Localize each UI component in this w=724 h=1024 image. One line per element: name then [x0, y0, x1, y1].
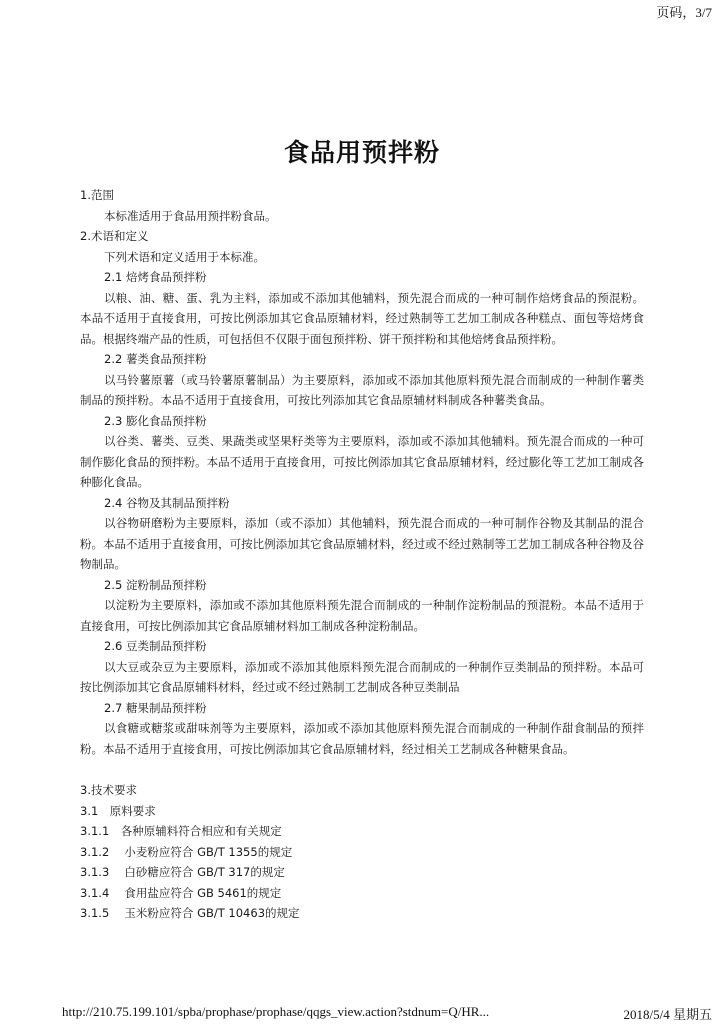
requirement-item-3-1-4: 3.1.4 食用盐应符合 GB 5461的规定	[80, 885, 282, 900]
term-heading-2-1: 2.1 焙烤食品预拌粉	[104, 270, 207, 284]
requirement-item-3-1-2: 3.1.2 小麦粉应符合 GB/T 1355的规定	[80, 844, 293, 859]
section-heading-scope: 1.范围	[80, 188, 114, 202]
term-heading-2-6: 2.6 豆类制品预拌粉	[104, 639, 207, 653]
requirement-item-3-1-3: 3.1.3 白砂糖应符合 GB/T 317的规定	[80, 865, 285, 879]
term-text-2-5: 以淀粉为主要原料，添加或不添加其他原料预先混合而制成的一种制作淀粉制品的预混粉。本品不适用于直接食用，可按比例添加其它食品原辅材料加工制成各种淀粉制品。	[80, 598, 644, 633]
requirement-item-3-1-1: 3.1.1 各种原辅料符合相应和有关规定	[80, 824, 282, 838]
term-text-2-4: 以谷物研磨粉为主要原料，添加（或不添加）其他辅料，预先混合而成的一种可制作谷物及其制品的混合粉。本品不适用于直接食用，可按比例添加其它食品原辅材料，经过或不经过熟制等工艺加工制成各种谷物及谷物制品。	[80, 516, 644, 571]
term-text-2-6: 以大豆或杂豆为主要原料，添加或不添加其他原料预先混合而制成的一种制作豆类制品的预拌粉。本品可按比例添加其它食品原辅料材料，经过或不经过熟制工艺制成各种豆类制品	[80, 659, 644, 694]
term-heading-2-4: 2.4 谷物及其制品预拌粉	[104, 495, 230, 510]
requirements-sub-heading: 3.1 原料要求	[80, 803, 156, 818]
requirement-item-3-1-5: 3.1.5 玉米粉应符合 GB/T 10463的规定	[80, 906, 300, 920]
scope-text: 本标准适用于食品用预拌粉食品。	[104, 208, 277, 223]
term-text-2-2: 以马铃薯原薯（或马铃薯原薯制品）为主要原料，添加或不添加其他原料预先混合而制成的一种制作薯类制品的预拌粉。本品不适用于直接食用，可按比列添加其它食品原辅材料制成各种薯类食品。	[80, 372, 644, 407]
footer-url: http://210.75.199.101/spba/prophase/prophase/qqgs_view.action?stdnum=Q/HR...	[62, 1004, 490, 1019]
term-heading-2-5: 2.5 淀粉制品预拌粉	[104, 577, 207, 592]
term-text-2-1: 以粮、油、糖、蛋、乳为主料，添加或不添加其他辅料，预先混合而成的一种可制作焙烤食品的预混粉。本品不适用于直接食用，可按比例添加其它食品原辅材料，经过熟制等工艺加工制成各种糕点、面包等焙烤食品。根据终端产品的性质，可包括但不仅限于面包预拌粉、饼干预拌粉和其他焙烤食品预拌粉。	[80, 290, 644, 346]
term-heading-2-7: 2.7 糖果制品预拌粉	[104, 700, 207, 715]
term-text-2-7: 以食糖或糖浆或甜味剂等为主要原料，添加或不添加其他原料预先混合而制成的一种制作甜食制品的预拌粉。本品不适用于直接食用，可按比例添加其它食品原辅材料，经过相关工艺制成各种糖果食品。	[80, 721, 644, 756]
document-body	[80, 185, 644, 924]
page-number: 页码，3/7	[656, 5, 712, 20]
term-heading-2-3: 2.3 膨化食品预拌粉	[104, 413, 207, 428]
section-heading-terms: 2.术语和定义	[80, 229, 149, 243]
document-title: 食品用预拌粉	[283, 138, 440, 167]
term-heading-2-2: 2.2 薯类食品预拌粉	[104, 352, 207, 366]
section-spacer	[80, 759, 644, 780]
term-text-2-3: 以谷类、薯类、豆类、果蔬类或坚果籽类等为主要原料，添加或不添加其他辅料。预先混合而成的一种可制作膨化食品的预拌粉。本品不适用于直接食用，可按比例添加其它食品原辅材料，经过膨化等工艺加工制成各种膨化食品。	[80, 434, 644, 489]
terms-intro: 下列术语和定义适用于本标准。	[104, 249, 265, 264]
footer-date: 2018/5/4 星期五	[623, 1007, 712, 1022]
section-heading-requirements: 3.技术要求	[80, 783, 137, 797]
